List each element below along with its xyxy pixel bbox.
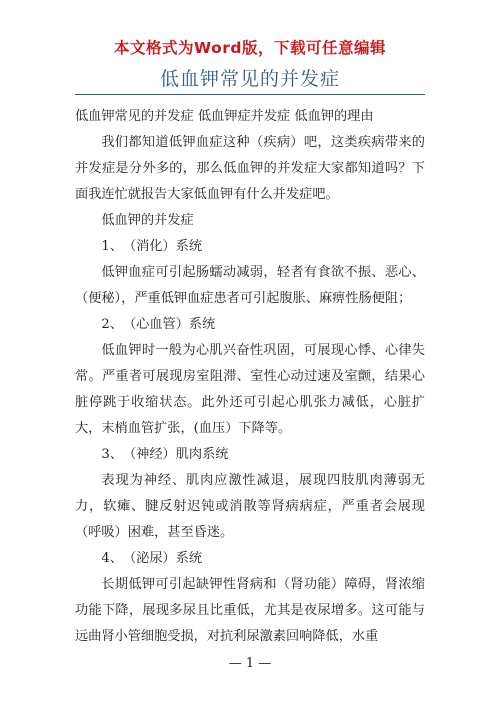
- paragraph: 低血钾时一般为心肌兴奋性巩固，可展现心悸、心律失常。严重者可展现房室阻滞、室性心动过速及室颤，结果心脏停跳于收缩状态。此外还可引起心肌张力减低，心脏扩大，末梢血管扩张，(血压）下降等。: [75, 343, 425, 436]
- section-heading: 2、 （心血管）系统: [101, 317, 216, 332]
- page-title: 低血钾常见的并发症: [159, 68, 340, 90]
- paragraph: 我们都知道低钾血症这种（疾病）吧，这类疾病带来的并发症是分外多的，那么低血钾的并发症大家都知道吗？下面我连忙就报告大家低血钾有什么并发症吧。: [75, 135, 425, 202]
- page-number: — 1 —: [228, 656, 272, 671]
- section-heading: 3、 （神经）肌肉系统: [101, 447, 229, 462]
- section-heading: 1、 （消化）系统: [101, 239, 203, 254]
- title-divider: [75, 94, 425, 95]
- paragraph: 表现为神经、肌肉应激性减退，展现四肢肌肉薄弱无力，软瘫、腱反射迟钝或消散等肾病病症，严重者会展现（呼吸）困难，甚至昏迷。: [75, 473, 425, 540]
- section-heading: 4、 （泌尿）系统: [101, 551, 203, 566]
- document-body: [75, 104, 425, 650]
- word-version-banner: 本文格式为Word版，下载可任意编辑: [114, 39, 386, 57]
- paragraph: 长期低钾可引起缺钾性肾病和（肾功能）障碍，肾浓缩功能下降，展现多尿且比重低，尤其是夜尿增多。这可能与远曲肾小管细胞受损，对抗利尿激素回响降低，水重: [75, 577, 425, 644]
- subtitle-line: 低血钾常见的并发症 低血钾症并发症 低血钾的理由: [75, 109, 374, 124]
- section-heading: 低血钾的并发症: [101, 213, 194, 228]
- paragraph: 低钾血症可引起肠蠕动减弱，轻者有食欲不振、恶心、（便秘），严重低钾血症患者可引起腹胀、麻痹性肠便阻；: [75, 265, 425, 306]
